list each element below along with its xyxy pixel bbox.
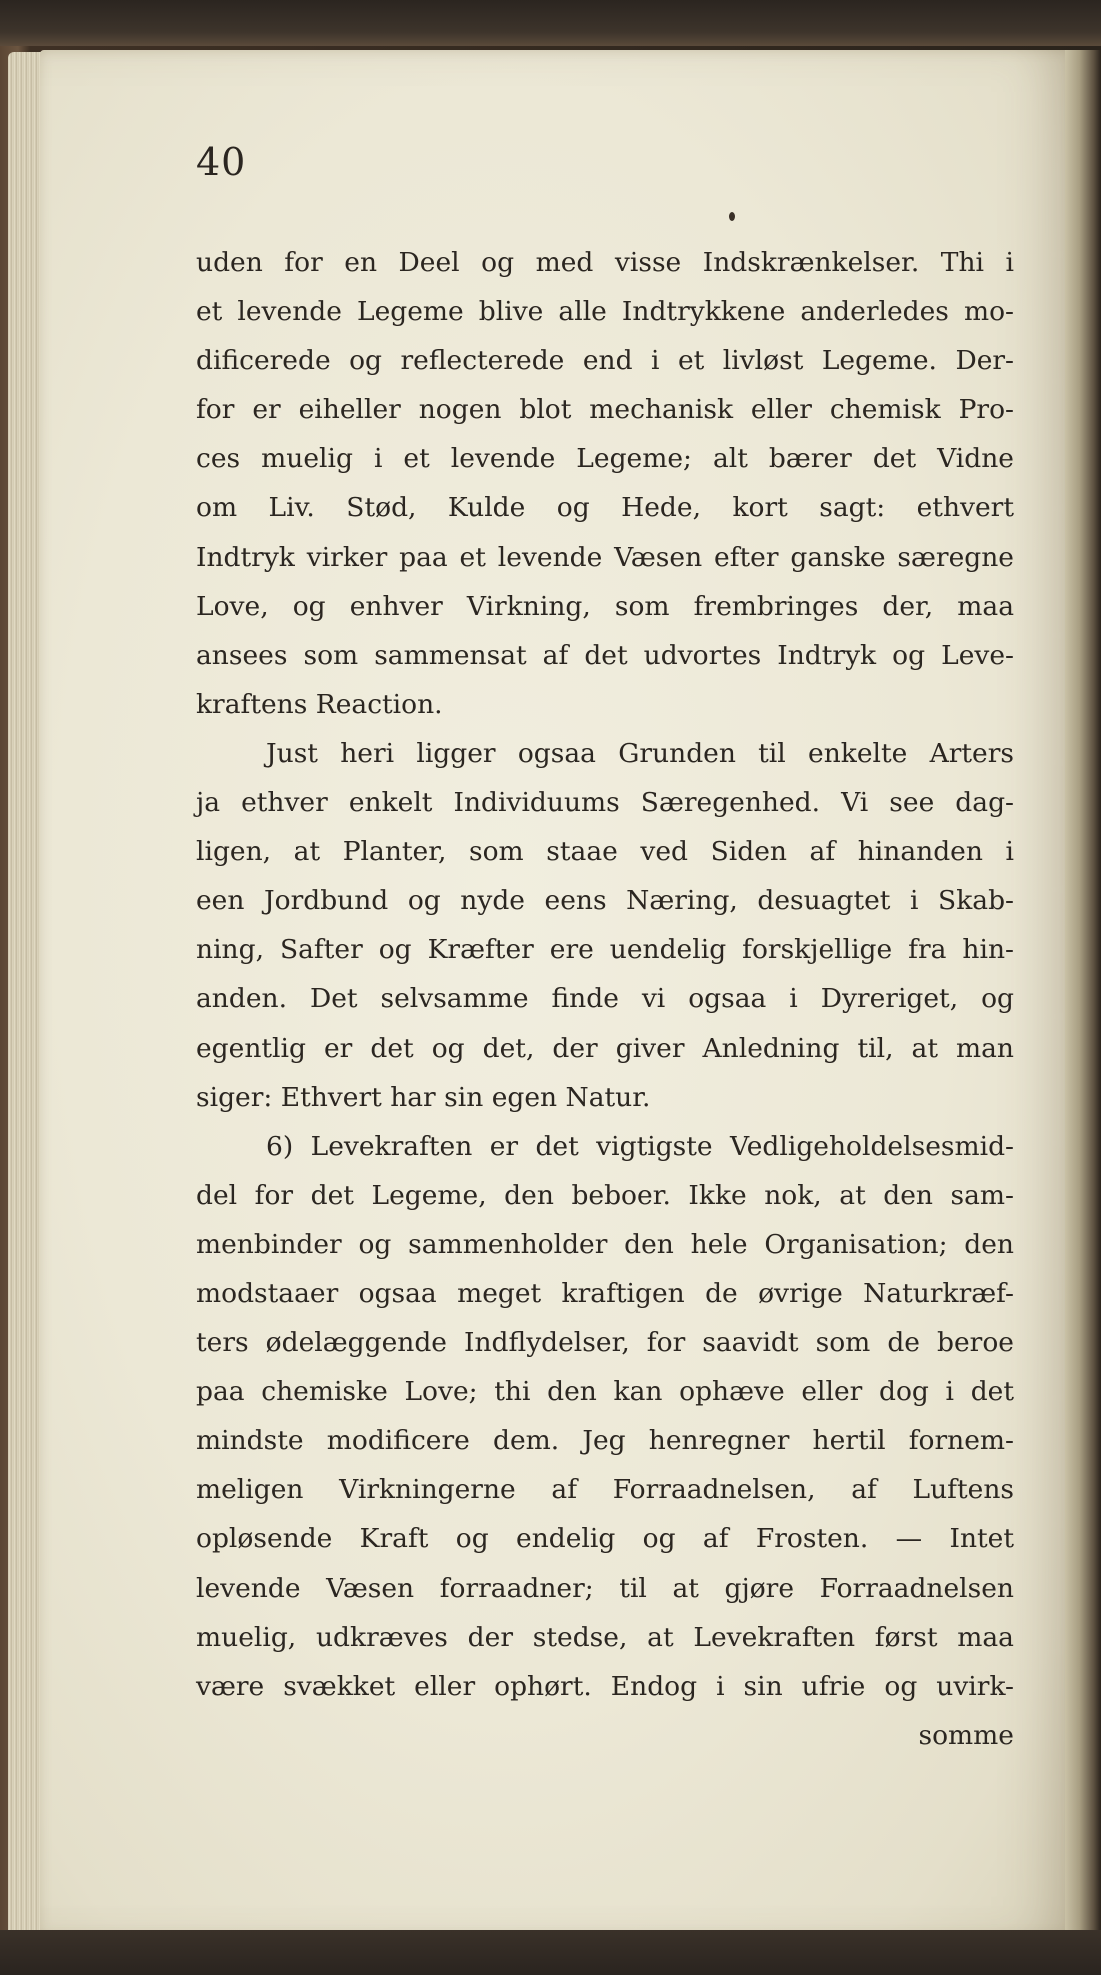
text-line: være svækket eller ophørt. Endog i sin ufrie og uvirk- [196,1670,1014,1702]
text-line: ja ethver enkelt Individuums Særegenhed. Vi see dag- [196,787,1014,819]
page-number: 40 [196,140,247,184]
text-line: levende Væsen forraadner; til at gjøre Forraadnelsen [196,1572,1014,1604]
text-line-paragraph-end: siger: Ethvert har sin egen Natur. [196,1081,651,1113]
text-line: et levende Legeme blive alle Indtrykkene anderledes mo- [196,296,1014,328]
text-line-paragraph-start: Just heri ligger ogsaa Grunden til enkelte Arters [266,737,1014,769]
text-line: del for det Legeme, den beboer. Ikke nok, at den sam- [196,1179,1014,1211]
text-line: opløsende Kraft og endelig og af Frosten. — Intet [196,1523,1014,1555]
text-line: ters ødelæggende Indflydelser, for saavidt som de beroe [196,1327,1014,1359]
text-line: ansees som sammensat af det udvortes Indtryk og Leve- [196,639,1014,671]
text-line-paragraph-end: kraftens Reaction. [196,688,443,720]
binding-top-edge [0,0,1101,46]
text-line: modstaaer ogsaa meget kraftigen de øvrige Naturkræf- [196,1277,1014,1309]
catchword: somme [918,1719,1014,1751]
text-line: menbinder og sammenholder den hele Organisation; den [196,1228,1014,1260]
text-line: dificerede og reflecterede end i et livløst Legeme. Der- [196,345,1014,377]
text-line-paragraph-start: 6) Levekraften er det vigtigste Vedligeholdelsesmid- [266,1130,1014,1162]
text-line: om Liv. Stød, Kulde og Hede, kort sagt: ethvert [196,492,1014,524]
text-line: Indtryk virker paa et levende Væsen efter ganske særegne [196,541,1014,573]
text-line: mindste modificere dem. Jeg henregner hertil fornem- [196,1425,1014,1457]
text-line: een Jordbund og nyde eens Næring, desuagtet i Skab- [196,885,1014,917]
text-line: muelig, udkræves der stedse, at Levekraften først maa [196,1621,1014,1653]
text-line: uden for en Deel og med visse Indskrænkelser. Thi i [196,247,1014,278]
text-line: Love, og enhver Virkning, som frembringes der, maa [196,590,1014,622]
page-gutter [1065,50,1101,1936]
text-line: ning, Safter og Kræfter ere uendelig forskjellige fra hin- [196,934,1014,966]
text-line: paa chemiske Love; thi den kan ophæve eller dog i det [196,1376,1014,1408]
text-line: anden. Det selvsamme finde vi ogsaa i Dyreriget, og [196,983,1014,1015]
text-line: egentlig er det og det, der giver Anledning til, at man [196,1032,1014,1064]
body-text [196,238,1014,1760]
text-line: meligen Virkningerne af Forraadnelsen, af Luftens [196,1474,1014,1506]
ink-speck [729,212,735,221]
binding-bottom-edge [0,1930,1101,1975]
text-line: for er eiheller nogen blot mechanisk eller chemisk Pro- [196,394,1014,426]
text-line: ces muelig i et levende Legeme; alt bærer det Vidne [196,443,1014,475]
text-line: ligen, at Planter, som staae ved Siden af hinanden i [196,836,1014,868]
